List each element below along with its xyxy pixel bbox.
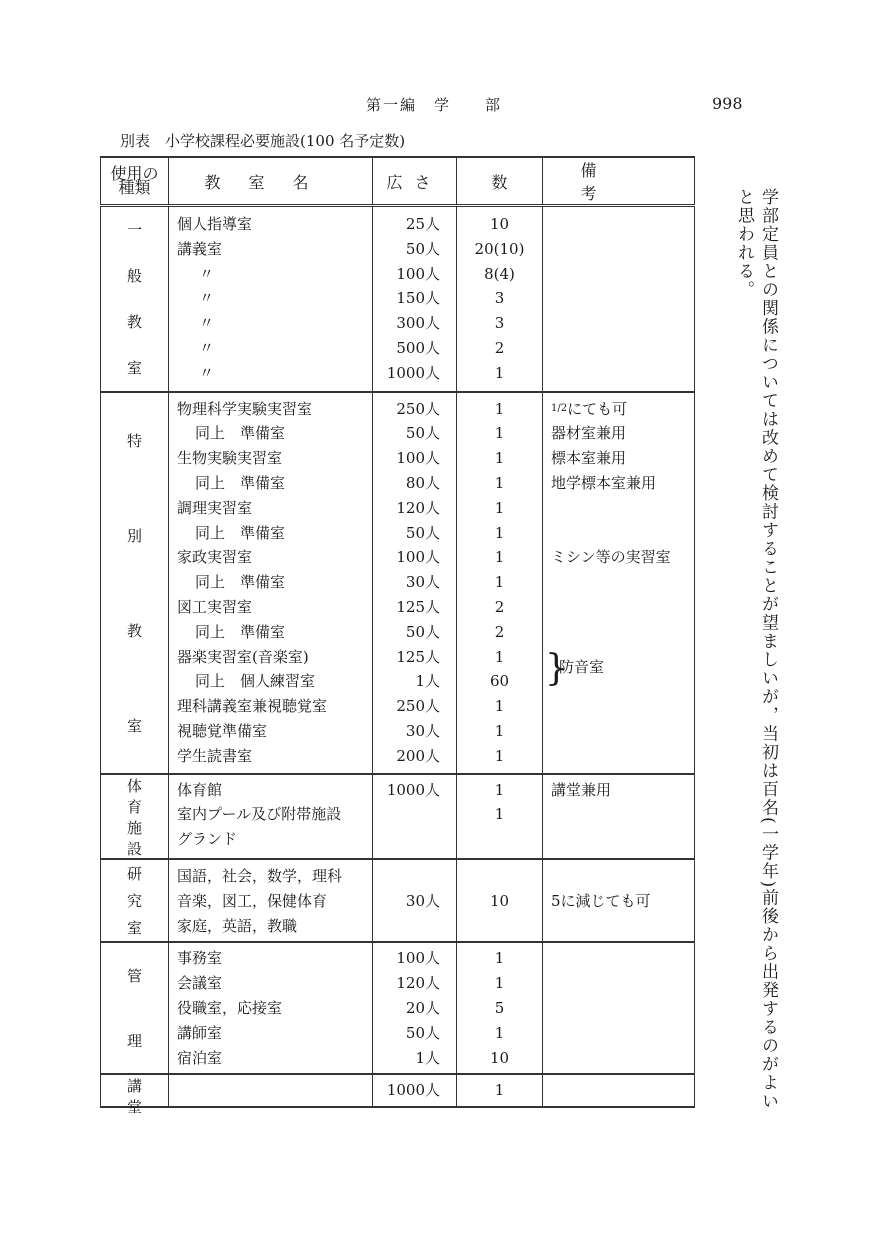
count-line: 2 — [494, 622, 505, 641]
table-row — [101, 206, 695, 392]
count-cell — [457, 392, 543, 774]
notes-line: 講堂兼用 — [551, 780, 612, 799]
count-line: 20(10) — [474, 239, 525, 258]
category-char: 室 — [126, 359, 142, 378]
room-name-line: 物理科学実験実習室 — [177, 399, 313, 418]
room-name-cell — [169, 774, 373, 859]
room-name-line: 視聴覚準備室 — [177, 721, 268, 740]
notes-line — [551, 946, 694, 971]
header-notes — [543, 157, 695, 206]
table-caption: 別表 小学校課程必要施設(100 名予定数) — [120, 132, 406, 150]
count-line: 2 — [494, 338, 505, 357]
category-label — [101, 943, 168, 1073]
size-line: 200人 — [396, 746, 440, 765]
category-char: 講 — [126, 1077, 142, 1096]
notes-line — [551, 595, 694, 620]
count-line: 1 — [494, 424, 505, 443]
room-name-line: 〃 — [199, 289, 215, 308]
size-line — [373, 802, 440, 827]
notes-line — [551, 827, 694, 852]
count-line: 1 — [494, 1023, 505, 1042]
room-name-cell — [169, 392, 373, 774]
size-line: 50人 — [405, 523, 440, 542]
count-line: 1 — [494, 721, 505, 740]
category-char: 般 — [126, 267, 142, 286]
room-name-line: 〃 — [199, 363, 215, 382]
notes-line — [551, 971, 694, 996]
count-line: 3 — [494, 289, 505, 308]
room-name-line: 音楽，図工，保健体育 — [177, 891, 328, 910]
notes-line — [551, 496, 694, 521]
table-row — [101, 1074, 695, 1107]
size-line: 100人 — [396, 949, 440, 968]
count-line: 1 — [494, 949, 505, 968]
notes-line — [551, 694, 694, 719]
notes-line — [551, 521, 694, 546]
size-line: 250人 — [396, 399, 440, 418]
table-header-row — [101, 157, 695, 206]
notes-cell — [543, 942, 695, 1074]
count-line: 1 — [494, 805, 505, 824]
room-name-line: 〃 — [199, 314, 215, 333]
count-line: 1 — [494, 573, 505, 592]
size-line: 50人 — [405, 1023, 440, 1042]
size-line: 120人 — [396, 498, 440, 517]
table-group — [101, 774, 695, 859]
size-line: 30人 — [405, 891, 440, 910]
size-line: 50人 — [405, 239, 440, 258]
brace-note: 防音室 — [559, 657, 605, 676]
room-name-line: 役職室，応接室 — [177, 998, 283, 1017]
size-line: 1000人 — [386, 780, 440, 799]
room-name-line: 生物実験実習室 — [177, 449, 283, 468]
room-name-line: 会議室 — [177, 974, 223, 993]
count-cell — [457, 942, 543, 1074]
count-cell — [457, 774, 543, 859]
table-group — [101, 1074, 695, 1117]
room-name-line: 同上 個人練習室 — [195, 672, 316, 691]
room-name-line: 〃 — [199, 338, 215, 357]
notes-line — [551, 1078, 694, 1103]
facilities-table — [100, 156, 695, 1117]
brace-mark: } — [545, 647, 568, 689]
count-line: 10 — [489, 1048, 510, 1067]
category-char: 体 — [126, 776, 142, 795]
header-size-text: 広さ — [386, 172, 443, 192]
room-name-cell — [169, 1074, 373, 1107]
fraction-label: 1/2 — [551, 402, 568, 414]
room-name-cell — [169, 206, 373, 392]
table-row — [101, 859, 695, 942]
count-line: 1 — [494, 523, 505, 542]
notes-line — [551, 570, 694, 595]
notes-line: ミシン等の実習室 — [551, 548, 671, 567]
room-name-line: 講師室 — [177, 1023, 223, 1042]
count-line — [457, 864, 542, 889]
size-cell — [373, 859, 457, 942]
room-name-line: 調理実習室 — [177, 498, 253, 517]
category-label — [101, 860, 168, 941]
room-name-line: 国語，社会，数学，理科 — [177, 866, 343, 885]
count-line: 1 — [494, 399, 505, 418]
size-line — [373, 914, 440, 939]
size-line: 80人 — [405, 473, 440, 492]
header-usage-type-line2: 種類 — [118, 178, 151, 197]
room-name-line: 同上 準備室 — [195, 424, 286, 443]
size-line: 30人 — [405, 721, 440, 740]
count-line: 1 — [494, 697, 505, 716]
size-cell — [373, 392, 457, 774]
header-notes-text: 備考 — [580, 161, 657, 203]
room-name-line: 同上 準備室 — [195, 573, 286, 592]
category-cell — [101, 859, 169, 942]
room-name-line: 図工実習室 — [177, 597, 253, 616]
room-name-line: 器楽実習室(音楽室) — [177, 647, 309, 666]
notes-line — [551, 719, 694, 744]
count-line: 1 — [494, 449, 505, 468]
count-cell — [457, 1074, 543, 1107]
room-name-line: 理科講義室兼視聴覚室 — [177, 697, 328, 716]
size-line: 25人 — [405, 215, 440, 233]
category-char: 究 — [126, 892, 142, 911]
count-line: 10 — [489, 891, 510, 910]
header-count: 数 — [457, 157, 543, 206]
room-name-cell — [169, 859, 373, 942]
count-line: 1 — [494, 473, 505, 492]
notes-line: 5に減じても可 — [551, 891, 651, 910]
notes-cell — [543, 774, 695, 859]
notes-line — [551, 212, 694, 237]
size-line: 1000人 — [386, 363, 440, 382]
size-line: 20人 — [405, 998, 440, 1017]
count-line: 1 — [494, 647, 505, 666]
room-name-line: 同上 準備室 — [195, 622, 286, 641]
room-name-line: 同上 準備室 — [195, 473, 286, 492]
category-char: 室 — [126, 919, 142, 938]
count-line: 1 — [494, 548, 505, 567]
notes-line — [551, 286, 694, 311]
room-name-line: 家政実習室 — [177, 548, 253, 567]
size-line — [373, 864, 440, 889]
count-line: 1 — [494, 974, 505, 993]
room-name-line: 学生読書室 — [177, 746, 253, 765]
room-name-line: 体育館 — [177, 780, 223, 799]
category-label — [101, 393, 168, 773]
category-cell — [101, 1074, 169, 1117]
count-line — [457, 827, 542, 852]
table-group — [101, 859, 695, 942]
category-char: 室 — [126, 716, 142, 735]
room-name-line: 同上 準備室 — [195, 523, 286, 542]
count-line: 2 — [494, 597, 505, 616]
notes-line — [551, 361, 694, 386]
notes-text: にても可 — [567, 399, 628, 418]
room-name-line: 〃 — [199, 264, 215, 283]
notes-line — [551, 802, 694, 827]
count-line: 3 — [494, 314, 505, 333]
room-name-line: 室内プール及び附帯施設 — [177, 805, 342, 824]
count-line: 1 — [494, 1081, 505, 1100]
side-note: 学部定員との関係については改めて検討することが望ましいが，当初は百名(一学年)前後から出発するのがよいと思われる。 — [734, 188, 778, 1111]
category-cell — [101, 774, 169, 859]
header-size — [373, 157, 457, 206]
notes-line — [551, 237, 694, 262]
notes-line: 地学標本室兼用 — [551, 473, 657, 492]
count-line: 1 — [494, 363, 505, 382]
room-name-line: 宿泊室 — [177, 1048, 223, 1067]
count-line: 60 — [489, 672, 510, 691]
table-group — [101, 206, 695, 392]
notes-cell — [543, 206, 695, 392]
size-cell — [373, 1074, 457, 1107]
header-room-name-text: 教室名 — [204, 172, 337, 192]
category-char: 設 — [126, 839, 142, 858]
category-cell — [101, 942, 169, 1074]
table-group — [101, 942, 695, 1074]
size-line: 100人 — [396, 264, 440, 283]
count-line: 1 — [494, 780, 505, 799]
size-line: 100人 — [396, 548, 440, 567]
notes-line: 標本室兼用 — [551, 449, 627, 468]
notes-line — [551, 1021, 694, 1046]
notes-line — [551, 336, 694, 361]
notes-line — [551, 914, 694, 939]
category-label — [101, 1075, 168, 1117]
notes-cell — [543, 392, 695, 774]
count-line: 1 — [494, 746, 505, 765]
category-label — [101, 207, 168, 391]
notes-line — [551, 996, 694, 1021]
category-char: 管 — [126, 967, 142, 986]
room-name-line: 個人指導室 — [177, 215, 253, 233]
size-line: 1000人 — [386, 1081, 440, 1100]
size-line: 250人 — [396, 697, 440, 716]
room-name-line: 家庭，英語，教職 — [177, 916, 298, 935]
count-cell — [457, 859, 543, 942]
count-cell — [457, 206, 543, 392]
size-line: 300人 — [396, 314, 440, 333]
size-cell — [373, 942, 457, 1074]
room-name-line: 事務室 — [177, 949, 223, 968]
table-row — [101, 392, 695, 774]
notes-cell — [543, 1074, 695, 1107]
category-char: 別 — [126, 526, 142, 545]
category-char: 堂 — [126, 1098, 142, 1117]
count-line — [457, 914, 542, 939]
category-cell — [101, 206, 169, 392]
count-line: 1 — [494, 498, 505, 517]
category-char: 研 — [126, 865, 142, 884]
size-line: 125人 — [396, 597, 440, 616]
category-char: 教 — [126, 621, 142, 640]
size-line: 1人 — [415, 672, 440, 691]
category-char: 施 — [126, 818, 142, 837]
room-name-line — [177, 1078, 372, 1103]
category-char: 一 — [126, 221, 142, 240]
size-line: 125人 — [396, 647, 440, 666]
header-usage-type-line1: 使用の — [110, 164, 159, 183]
category-label — [101, 775, 168, 858]
category-char: 育 — [126, 797, 142, 816]
room-name-cell — [169, 942, 373, 1074]
notes-line — [551, 311, 694, 336]
size-line: 500人 — [396, 338, 440, 357]
header-room-name — [169, 157, 373, 206]
category-char: 理 — [126, 1032, 142, 1051]
size-cell — [373, 206, 457, 392]
size-cell — [373, 774, 457, 859]
size-line — [373, 827, 440, 852]
notes-line — [551, 620, 694, 645]
table-group — [101, 392, 695, 774]
notes-line — [551, 262, 694, 287]
chapter-heading: 第一編 学 部 — [366, 96, 503, 114]
count-line: 10 — [489, 215, 510, 233]
count-line: 5 — [494, 998, 505, 1017]
notes-line — [551, 864, 694, 889]
room-name-line: グランド — [177, 830, 238, 849]
notes-line — [551, 397, 694, 422]
size-line: 50人 — [405, 622, 440, 641]
header-usage-type — [101, 157, 169, 206]
category-char: 教 — [126, 313, 142, 332]
room-name-line: 講義室 — [177, 239, 223, 258]
category-char: 特 — [126, 431, 142, 450]
size-line: 50人 — [405, 424, 440, 443]
size-line: 150人 — [396, 289, 440, 308]
page-number: 998 — [712, 94, 743, 113]
notes-line: 器材室兼用 — [551, 424, 627, 443]
count-line: 8(4) — [484, 264, 515, 283]
notes-line — [551, 744, 694, 769]
notes-cell — [543, 859, 695, 942]
size-line: 1人 — [415, 1048, 440, 1067]
size-line: 100人 — [396, 449, 440, 468]
category-cell — [101, 392, 169, 774]
table-row — [101, 774, 695, 859]
size-line: 120人 — [396, 974, 440, 993]
table-row — [101, 942, 695, 1074]
size-line: 30人 — [405, 573, 440, 592]
notes-line — [551, 1046, 694, 1071]
